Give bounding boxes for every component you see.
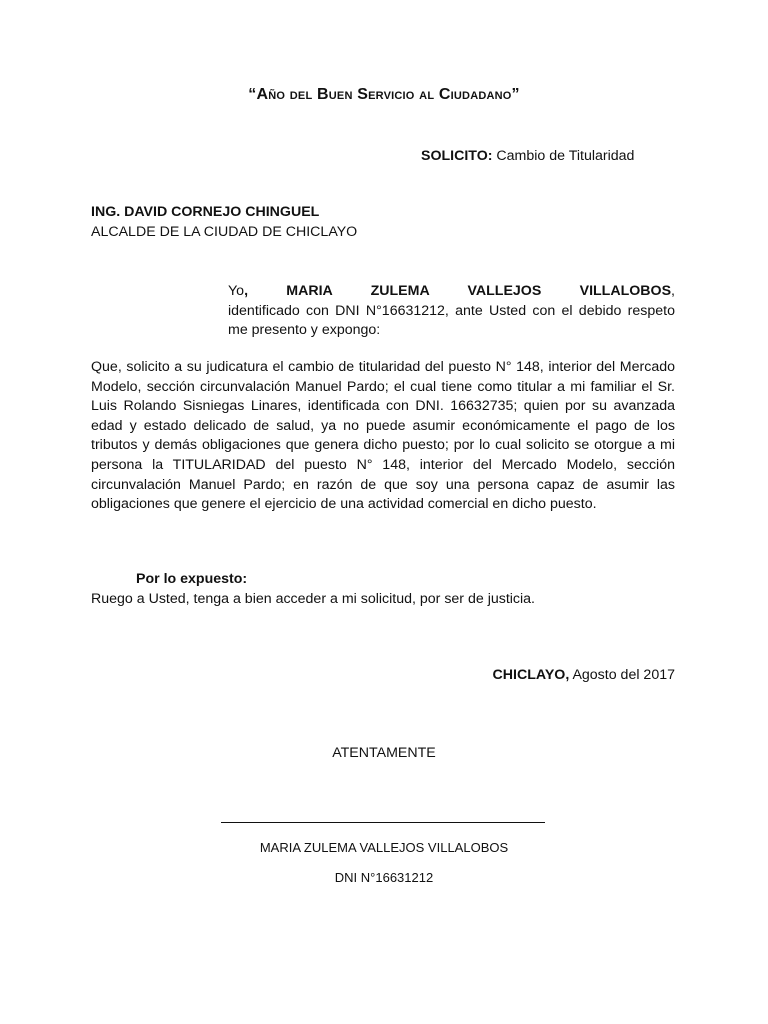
intro-prefix: Yo <box>228 283 245 299</box>
date: Agosto del 2017 <box>569 667 675 683</box>
intro-first-line <box>228 282 675 302</box>
subject-label: SOLICITO: <box>421 148 493 164</box>
body-paragraph: Que, solicito a su judicatura el cambio de titularidad del puesto N° 148, interior del Mercado Modelo, sección circunvalación Manuel Pardo; el cual tiene como titular a mi familiar el Sr. Luis Rolando Sisniegas Linares, identificada con DNI. 16632735; quien por su avanzada edad y estado delicado de salud, ya no puede asumir económicamente el pago de los tributos y demás obligaciones que genera dicho puesto; por lo cual solicito se otorgue a mi persona la TITULARIDAD del puesto N° 148, interior del Mercado Modelo, sección circunvalación Manuel Pardo; en razón de que soy una persona capaz de asumir las obligaciones que genere el ejercicio de una actividad comercial en dicho puesto. <box>91 359 675 513</box>
intro-rest: identificado con DNI N°16631212, ante Usted con el debido respeto me presento y expongo: <box>228 302 675 338</box>
place-date <box>493 667 675 683</box>
signer-dni: DNI N°16631212 <box>334 870 434 885</box>
closing-text: Ruego a Usted, tenga a bien acceder a mi solicitud, por ser de justicia. <box>91 591 535 607</box>
closing-heading: Por lo expuesto: <box>136 571 248 587</box>
intro-paragraph <box>228 282 675 341</box>
signer-name: MARIA ZULEMA VALLEJOS VILLALOBOS <box>259 840 509 855</box>
addressee-name: ING. DAVID CORNEJO CHINGUEL <box>91 204 320 220</box>
intro-suffix: , <box>671 283 675 299</box>
signature-line <box>221 822 545 823</box>
subject-line <box>421 148 634 164</box>
document-title: “Año del Buen Servicio al Ciudadano” <box>248 86 520 103</box>
applicant-name: , MARIA ZULEMA VALLEJOS VILLALOBOS <box>244 283 672 299</box>
salutation: ATENTAMENTE <box>332 745 436 761</box>
place: CHICLAYO, <box>492 667 570 683</box>
addressee-role: ALCALDE DE LA CIUDAD DE CHICLAYO <box>91 224 358 240</box>
subject-text: Cambio de Titularidad <box>492 148 635 164</box>
